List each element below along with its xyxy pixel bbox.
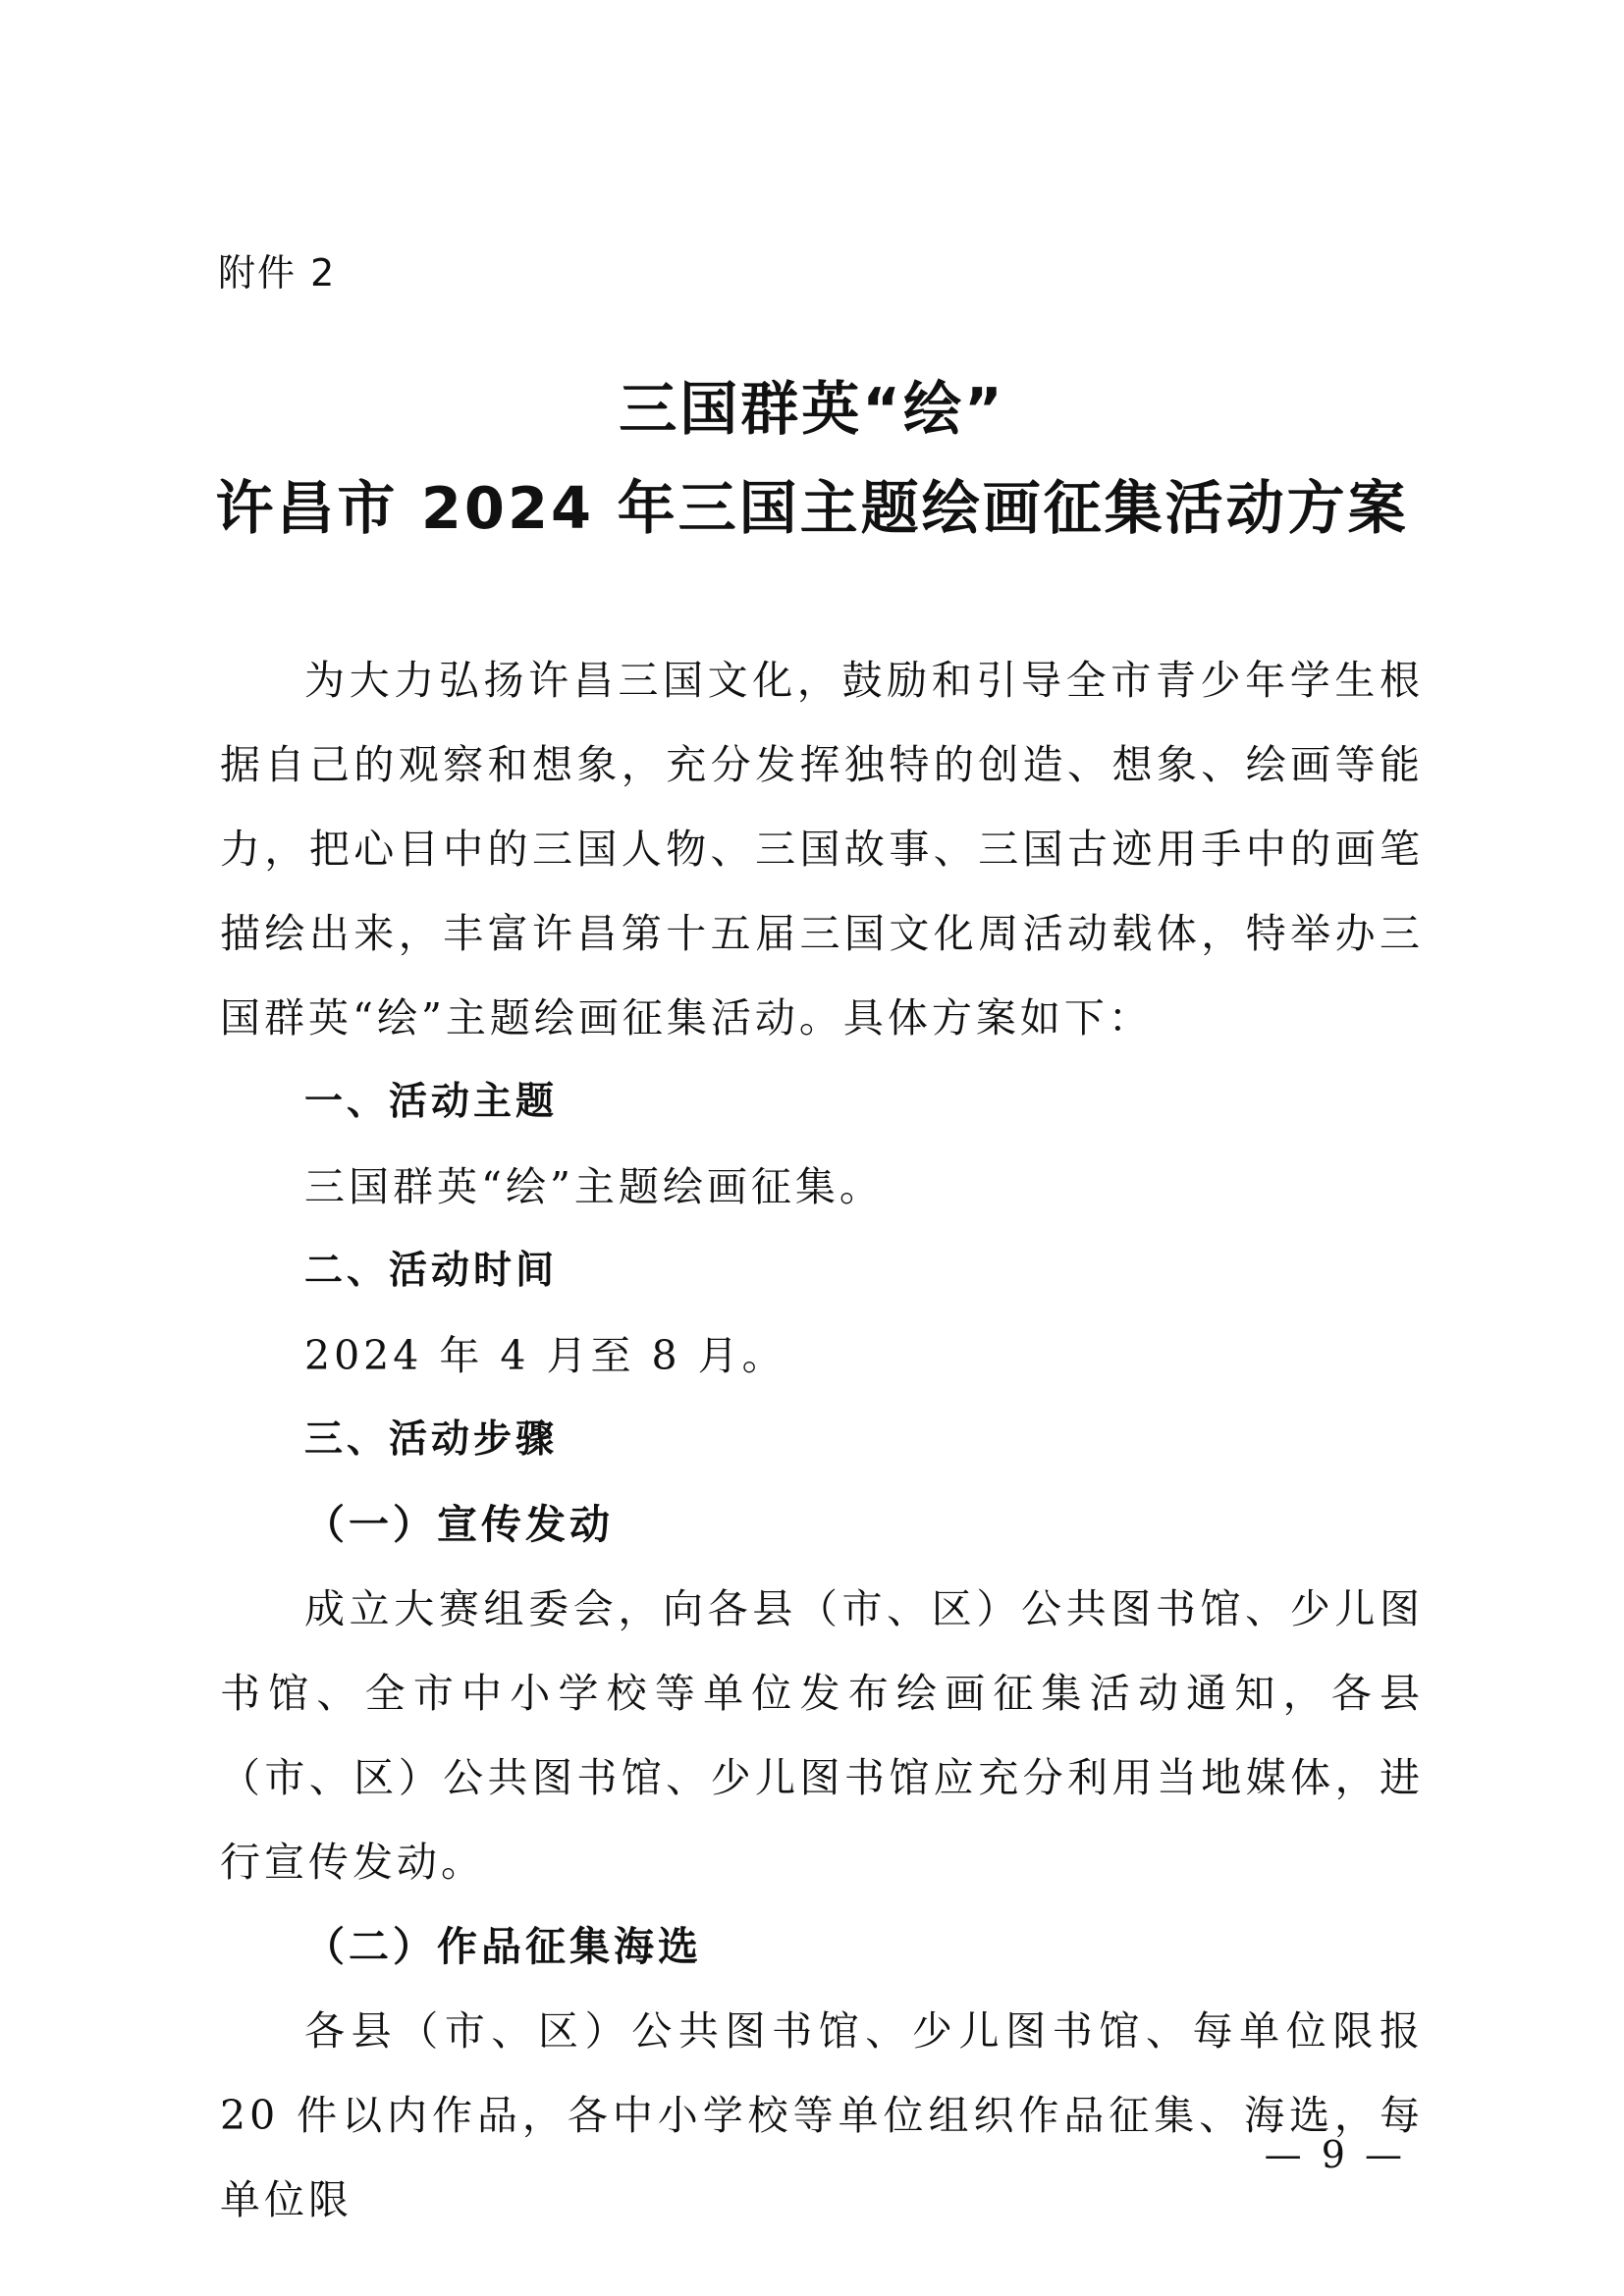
page-number: — 9 — [1264,2133,1406,2176]
section-heading-time: 二、活动时间 [304,1249,559,1293]
document-title-line2: 许昌市 2024 年三国主题绘画征集活动方案 [215,474,1409,542]
document-title-line1: 三国群英“绘” [619,375,1005,443]
document-body [220,638,1424,2242]
paragraph-collection: 各县（市、区）公共图书馆、少儿图书馆、每单位限报 20 件以内作品，各中小学校等单位组织作品征集、海选，每单位限 [220,2007,1424,2223]
section-text-time: 2024 年 4 月至 8 月。 [304,1332,786,1379]
section-heading-theme: 一、活动主题 [304,1080,559,1124]
intro-paragraph: 为大力弘扬许昌三国文化，鼓励和引导全市青少年学生根据自己的观察和想象，充分发挥独特的创造、想象、绘画等能力，把心目中的三国人物、三国故事、三国古迹用手中的画笔描绘出来，丰富许昌第十五届三国文化周活动载体，特举办三国群英“绘”主题绘画征集活动。具体方案如下： [220,657,1424,1041]
subheading-collection: （二）作品征集海选 [304,1923,702,1970]
subheading-publicity: （一）宣传发动 [304,1501,614,1548]
paragraph-publicity: 成立大赛组委会，向各县（市、区）公共图书馆、少儿图书馆、全市中小学校等单位发布绘画征集活动通知，各县（市、区）公共图书馆、少儿图书馆应充分利用当地媒体，进行宣传发动。 [220,1585,1424,1886]
section-text-theme: 三国群英“绘”主题绘画征集。 [304,1163,884,1210]
attachment-label: 附件 2 [218,251,337,294]
section-heading-steps: 三、活动步骤 [304,1417,559,1462]
